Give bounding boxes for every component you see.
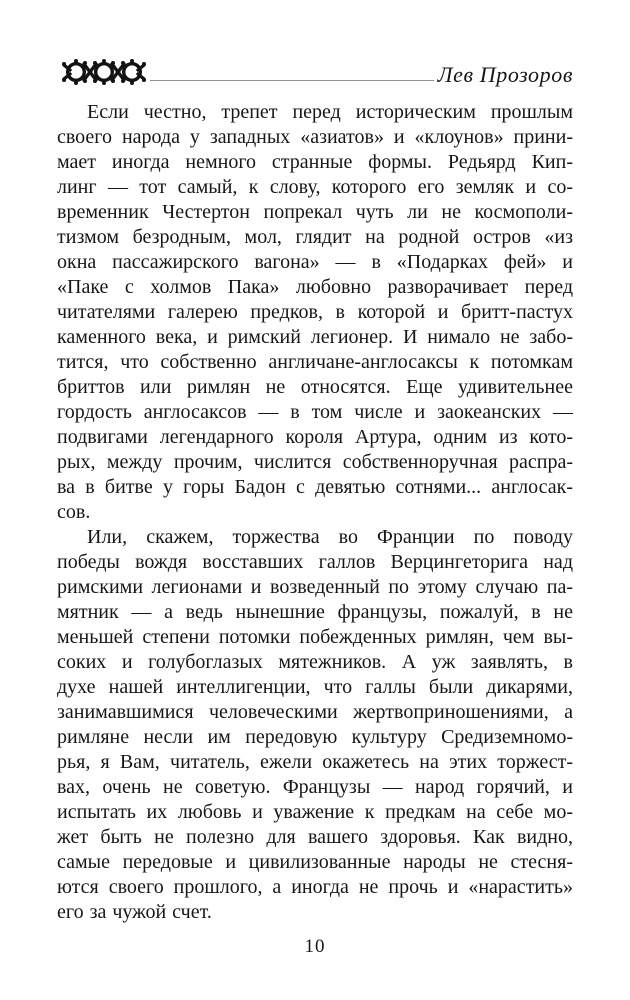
text-line: своего народа у западных «азиатов» и «клоунов» прини- — [57, 126, 573, 148]
text-line: соких и голубоглазых мятежников. А уж заявлять, в — [57, 651, 573, 673]
text-line: бриттов или римлян не относятся. Еще удивительнее — [57, 376, 573, 398]
text-line: его за чужой счет. — [57, 901, 212, 923]
text-line: ва в битве у горы Бадон с девятью сотнями... англосак- — [57, 476, 573, 498]
text-line: меньшей степени потомки побежденных римлян, чем вы- — [57, 626, 573, 648]
text-line: каменного века, и римский легионер. И нимало не забо- — [57, 326, 573, 348]
text-line: победы вождя восставших галлов Верцингеторига над — [57, 551, 573, 573]
text-line: «Паке с холмов Пака» любовно разворачивает перед — [57, 276, 573, 298]
text-line: Если честно, трепет перед историческим прошлым — [87, 101, 573, 123]
text-line: самые передовые и цивилизованные народы не стесня- — [57, 851, 573, 873]
text-line: тизмом безродным, мол, глядит на родной остров «из — [57, 226, 573, 248]
running-head — [57, 52, 573, 88]
text-line: гордость англосаксов — в том числе и заокеанских — — [57, 401, 573, 423]
text-line: ются своего прошлого, а иногда не прочь и «нарастить» — [57, 876, 573, 898]
text-line: вах, очень не советую. Французы — народ горячий, и — [57, 776, 573, 798]
text-line: римскими легионами и возведенный по этому случаю па- — [57, 576, 573, 598]
text-line: Или, скажем, торжества во Франции по поводу — [87, 526, 573, 548]
text-line: мает иногда немного странные формы. Редьярд Кип- — [57, 151, 573, 173]
page-number: 10 — [304, 936, 326, 957]
knotwork-ornament-icon — [61, 56, 147, 88]
text-line: мятник — а ведь нынешние французы, пожалуй, в не — [57, 601, 573, 623]
author-running-head: Лев Прозоров — [437, 62, 573, 87]
text-line: линг — тот самый, к слову, которого его земляк и со- — [57, 176, 573, 198]
text-line: рых, между прочим, числится собственноручная распра- — [57, 451, 573, 473]
page-text — [57, 100, 573, 925]
header-rule — [150, 80, 434, 81]
paragraph — [57, 525, 573, 925]
text-line: рья, я Вам, читатель, ежели окажетесь на этих торжест- — [57, 751, 573, 773]
text-line: подвигами легендарного короля Артура, одним из кото- — [57, 426, 573, 448]
text-line: читателями галерею предков, в которой и бритт-пастух — [57, 301, 573, 323]
text-line: сов. — [57, 501, 91, 523]
text-line: жет быть не полезно для вашего здоровья. Как видно, — [57, 826, 573, 848]
text-line: окна пассажирского вагона» — в «Подарках фей» и — [57, 251, 573, 273]
text-line: римляне несли им передовую культуру Средиземномо- — [57, 726, 573, 748]
text-line: тится, что собственно англичане-англосаксы к потомкам — [57, 351, 573, 373]
text-line: духе нашей интеллигенции, что галлы были дикарями, — [57, 676, 573, 698]
text-line: занимавшимися человеческими жертвоприношениями, а — [57, 701, 573, 723]
text-line: временник Честертон попрекал чуть ли не космополи- — [57, 201, 573, 223]
paragraph — [57, 100, 573, 525]
text-line: испытать их любовь и уважение к предкам на себе мо- — [57, 801, 573, 823]
